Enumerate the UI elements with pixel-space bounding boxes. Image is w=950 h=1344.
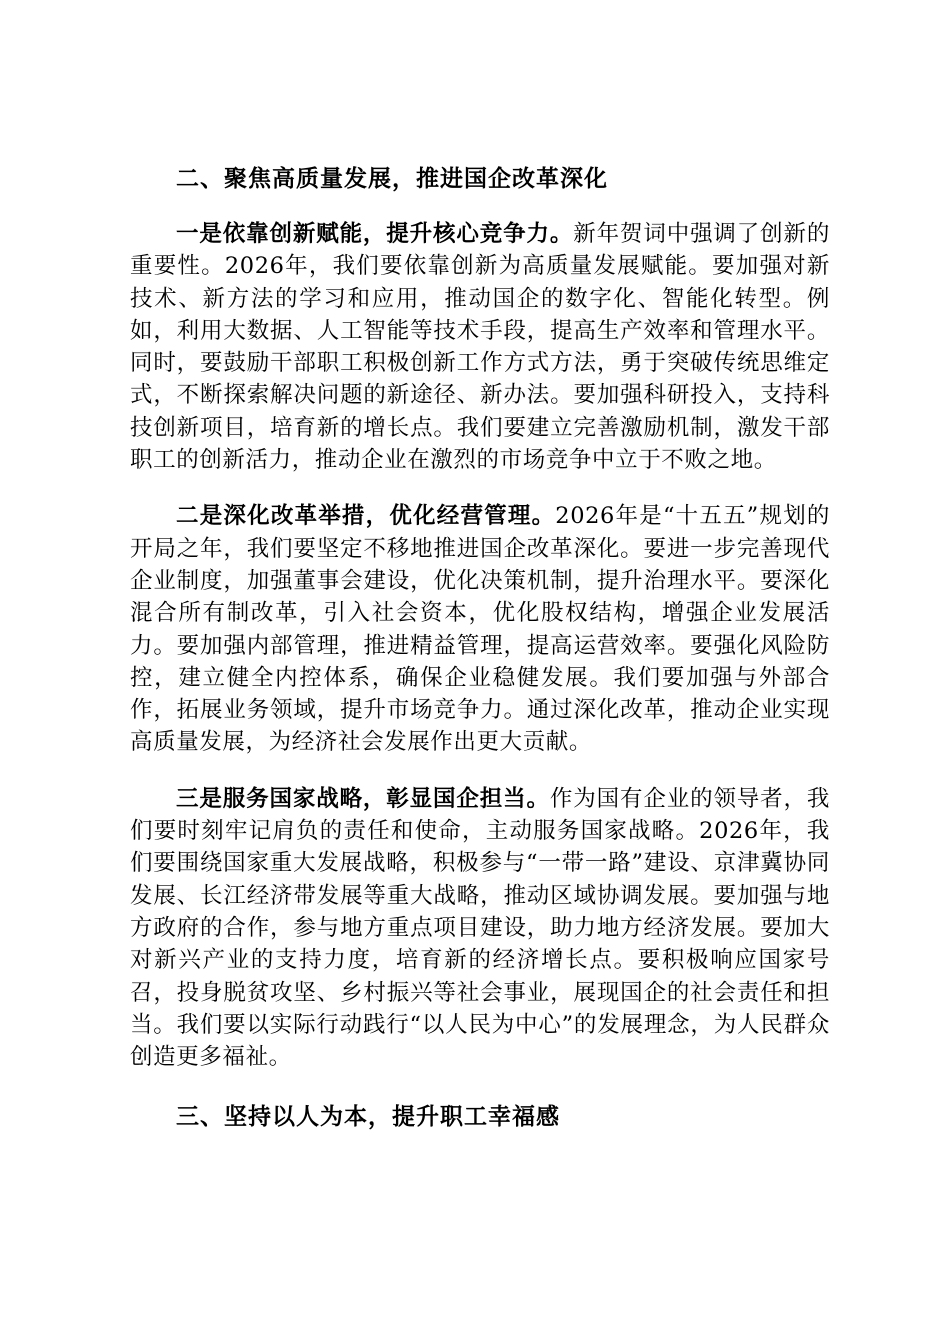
paragraph-innovation xyxy=(130,218,830,476)
paragraph-lead: 三是服务国家战略，彰显国企担当。 xyxy=(176,785,550,812)
paragraph-body: 新年贺词中强调了创新的重要性。2026年，我们要依靠创新为高质量发展赋能。要加强对新技术、新方法的学习和应用，推动国企的数字化、智能化转型。例如，利用大数据、人工智能等技术手段，提高生产效率和管理水平。同时，要鼓励干部职工积极创新工作方式方法，勇于突破传统思维定式，不断探索解决问题的新途径、新办法。要加强科研投入，支持科技创新项目，培育新的增长点。我们要建立完善激励机制，激发干部职工的创新活力，推动企业在激烈的市场竞争中立于不败之地。 xyxy=(130,221,830,474)
section-heading-2: 二、聚焦高质量发展，推进国企改革深化 xyxy=(176,165,608,192)
paragraph-reform xyxy=(130,500,830,758)
paragraph-national-strategy xyxy=(130,783,830,1074)
paragraph-lead: 二是深化改革举措，优化经营管理。 xyxy=(176,503,556,530)
document-page xyxy=(130,163,830,1156)
paragraph-body: 2026年是“十五五”规划的开局之年，我们要坚定不移地推进国企改革深化。要进一步完善现代企业制度，加强董事会建设，优化决策机制，提升治理水平。要深化混合所有制改革，引入社会资本，优化股权结构，增强企业发展活力。要加强内部管理，推进精益管理，提高运营效率。要强化风险防控，建立健全内控体系，确保企业稳健发展。我们要加强与外部合作，拓展业务领域，提升市场竞争力。通过深化改革，推动企业实现高质量发展，为经济社会发展作出更大贡献。 xyxy=(130,503,830,756)
section-heading-3: 三、坚持以人为本，提升职工幸福感 xyxy=(176,1103,560,1131)
paragraph-lead: 一是依靠创新赋能，提升核心竞争力。 xyxy=(176,221,574,247)
paragraph-body: 作为国有企业的领导者，我们要时刻牢记肩负的责任和使命，主动服务国家战略。2026年，我们要围绕国家重大发展战略，积极参与“一带一路”建设、京津冀协同发展、长江经济带发展等重大战略，推动区域协调发展。要加强与地方政府的合作，参与地方重点项目建设，助力地方经济发展。要加大对新兴产业的支持力度，培育新的经济增长点。要积极响应国家号召，投身脱贫攻坚、乡村振兴等社会事业，展现国企的社会责任和担当。我们要以实际行动践行“以人民为中心”的发展理念，为人民群众创造更多福祉。 xyxy=(130,785,831,1071)
